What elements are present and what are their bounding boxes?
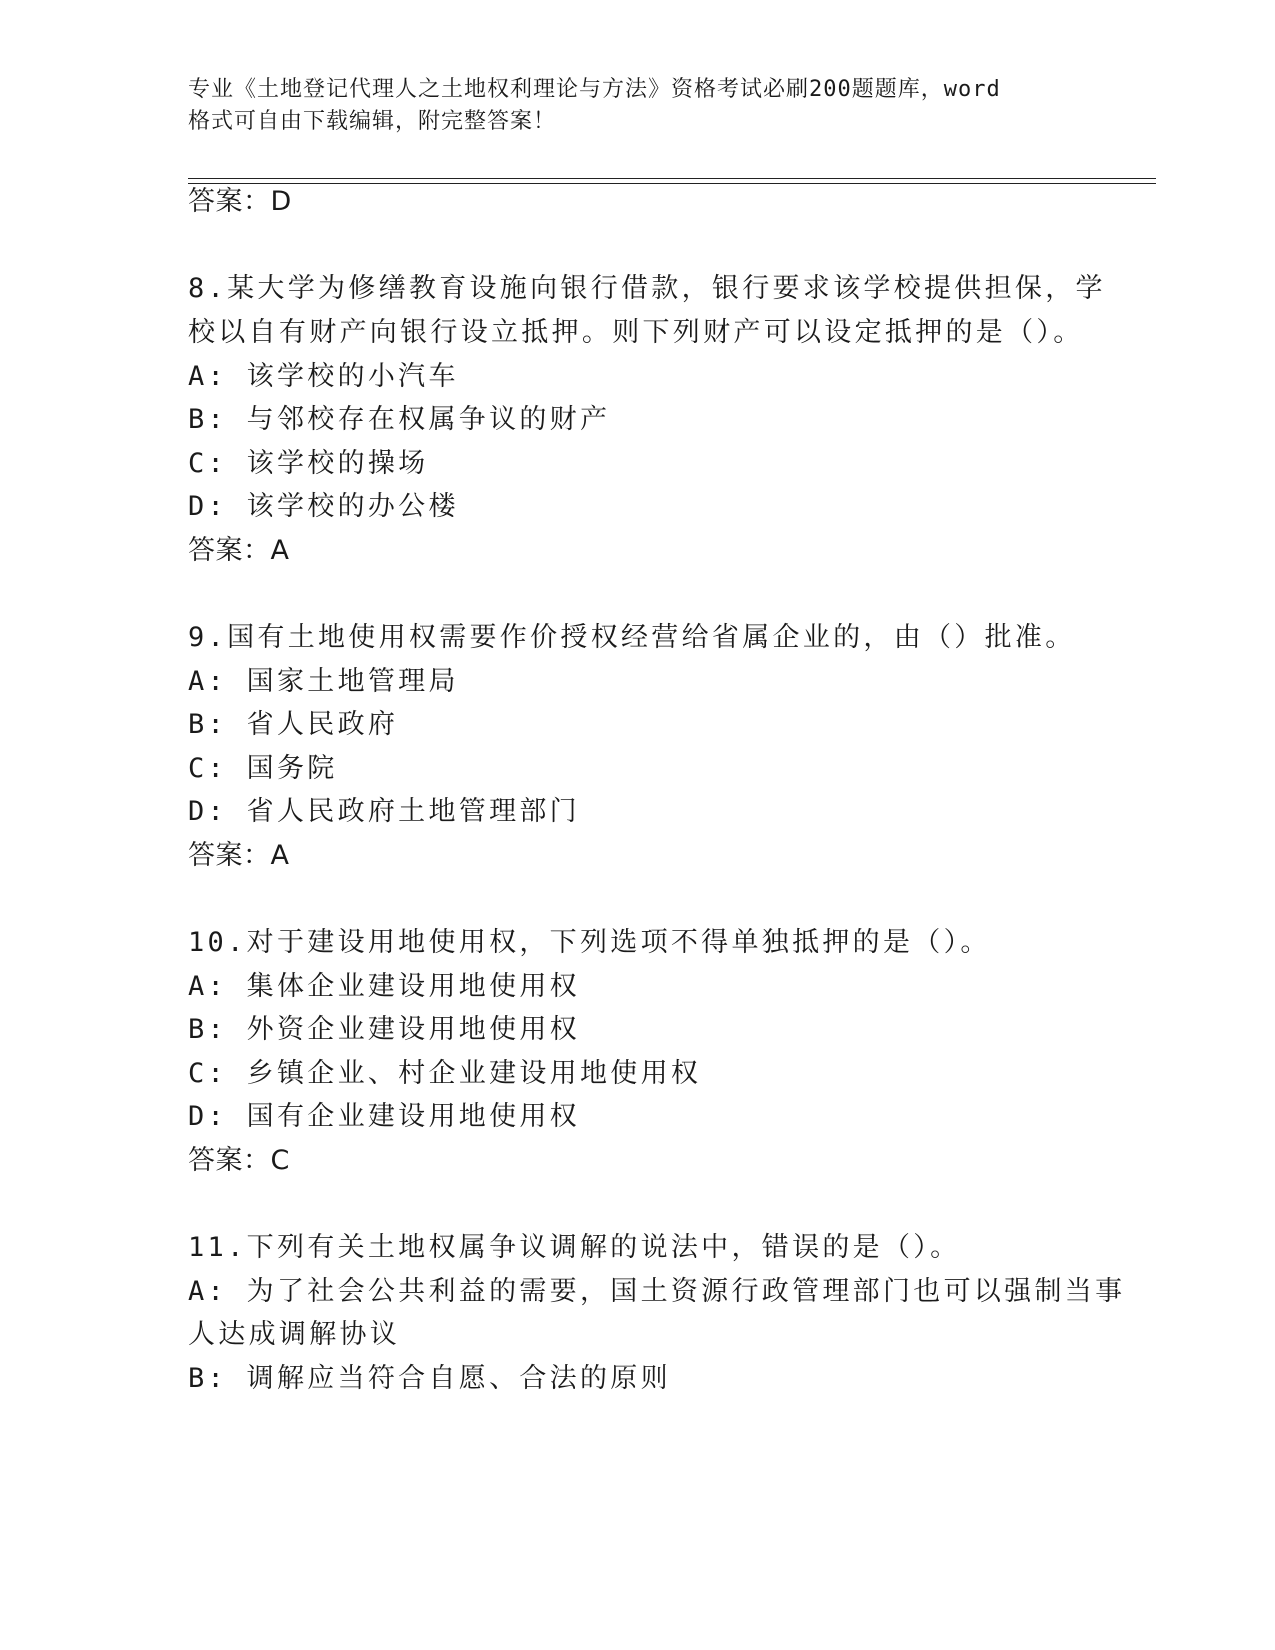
question-11-option-b: B: 调解应当符合自愿、合法的原则 [188,1363,671,1394]
header-rule-top [188,178,1156,179]
question-9-option-a: A: 国家土地管理局 [188,666,459,697]
question-8-option-a: A: 该学校的小汽车 [188,361,459,392]
question-9-answer: 答案：A [188,840,290,871]
header-line-1: 专业《土地登记代理人之土地权利理论与方法》资格考试必刷200题题库，word [188,77,1001,102]
question-10-option-c: C: 乡镇企业、村企业建设用地使用权 [188,1058,702,1089]
question-10-option-d: D: 国有企业建设用地使用权 [188,1101,580,1132]
question-9-stem-line-1: 9.国有土地使用权需要作价授权经营给省属企业的，由（）批准。 [188,622,1076,653]
question-11-option-a-line-2: 人达成调解协议 [188,1319,401,1350]
question-9-option-d: D: 省人民政府土地管理部门 [188,796,580,827]
question-7-answer: 答案：D [188,186,292,217]
question-10-option-b: B: 外资企业建设用地使用权 [188,1014,580,1045]
document-header [188,74,1068,138]
header-line-2: 格式可自由下载编辑，附完整答案！ [188,109,557,134]
question-8-option-b: B: 与邻校存在权属争议的财产 [188,404,611,435]
document-page [188,0,1158,1650]
header-rule-bottom [188,183,1156,184]
question-10-answer: 答案：C [188,1145,290,1176]
question-8-answer: 答案：A [188,535,290,566]
question-10-option-a: A: 集体企业建设用地使用权 [188,971,580,1002]
question-8-stem-line-1: 8.某大学为修缮教育设施向银行借款，银行要求该学校提供担保，学 [188,273,1106,304]
question-8-stem-line-2: 校以自有财产向银行设立抵押。则下列财产可以设定抵押的是（）。 [188,317,1084,348]
question-11-option-a-line-1: A: 为了社会公共利益的需要，国土资源行政管理部门也可以强制当事 [188,1276,1126,1307]
question-9-option-b: B: 省人民政府 [188,709,399,740]
question-10-stem-line-1: 10.对于建设用地使用权，下列选项不得单独抵押的是（）。 [188,927,991,958]
question-9-option-c: C: 国务院 [188,753,338,784]
question-11-stem-line-1: 11.下列有关土地权属争议调解的说法中，错误的是（）。 [188,1232,961,1263]
question-8-option-d: D: 该学校的办公楼 [188,491,459,522]
question-8-option-c: C: 该学校的操场 [188,448,429,479]
